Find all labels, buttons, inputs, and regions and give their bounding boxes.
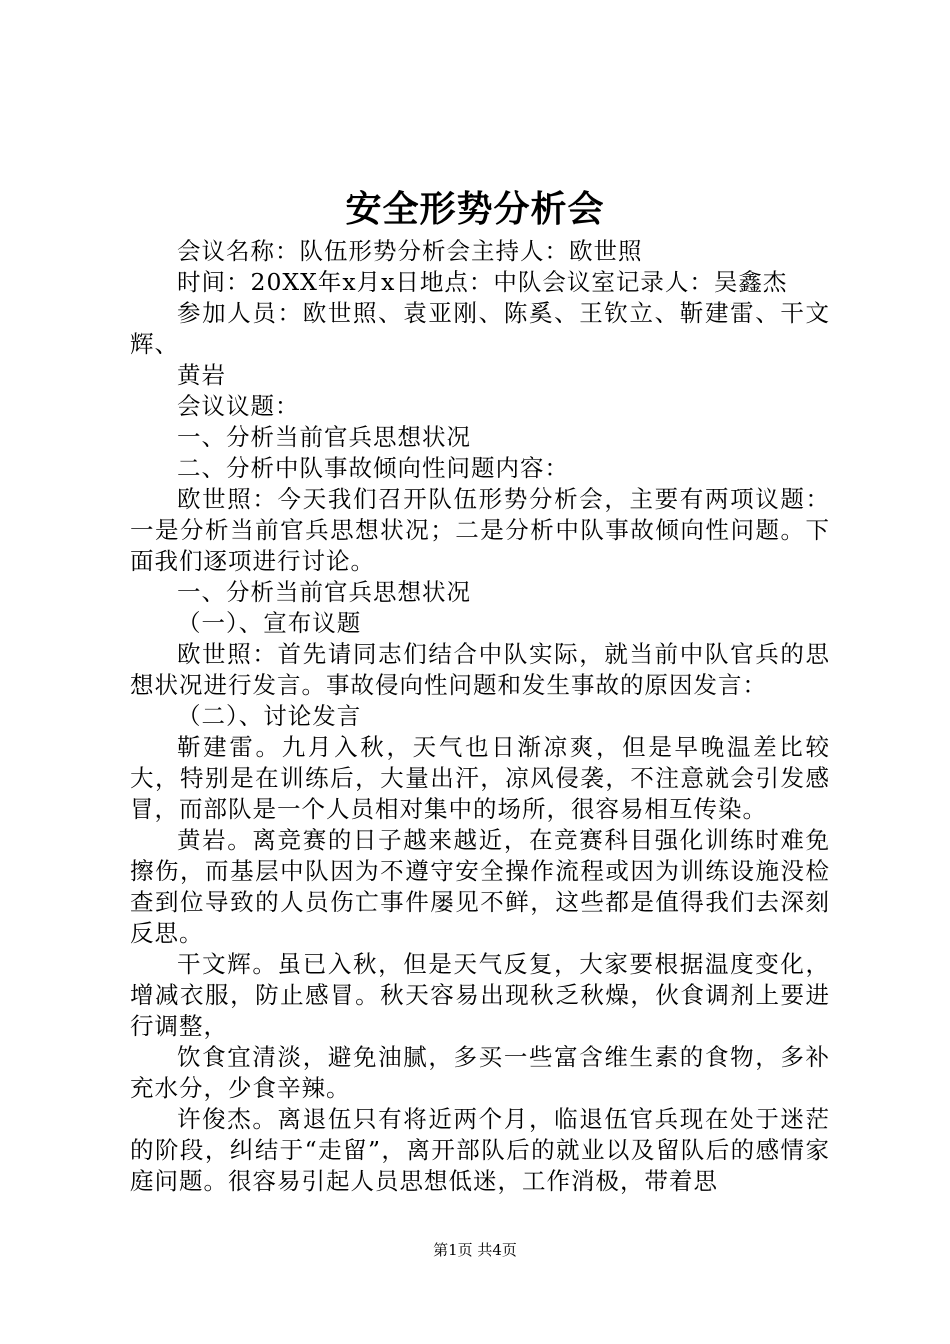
- paragraph-time-place: 时间：20XX年x月x日地点：中队会议室记录人：吴鑫杰: [177, 268, 788, 296]
- paragraph-diet-advice: 饮食宜清淡，避免油腻，多买一些富含维生素的食物，多补充水分，少食辛辣。: [130, 1043, 830, 1102]
- paragraph-agenda-item-2: 二、分析中队事故倾向性问题内容：: [177, 454, 569, 482]
- paragraph-attendees: 参加人员：欧世照、袁亚刚、陈奚、王钦立、靳建雷、干文辉、: [130, 299, 830, 358]
- paragraph-agenda-heading: 会议议题：: [177, 392, 300, 420]
- paragraph-speaker-jin: 靳建雷。九月入秋，天气也日渐凉爽，但是早晚温差比较大，特别是在训练后，大量出汗，凉风侵袭，不注意就会引发感冒，而部队是一个人员相对集中的场所，很容易相互传染。: [130, 733, 830, 823]
- paragraph-chair-request: 欧世照：首先请同志们结合中队实际，就当前中队官兵的思想状况进行发言。事故侵向性问题和发生事故的原因发言：: [130, 640, 830, 699]
- document-title: 安全形势分析会: [345, 188, 605, 230]
- paragraph-speaker-gan: 干文辉。虽已入秋，但是天气反复，大家要根据温度变化，增减衣服，防止感冒。秋天容易出现秋乏秋燥，伙食调剂上要进行调整，: [130, 950, 830, 1040]
- paragraph-subsection-2: （二）、讨论发言: [177, 702, 362, 730]
- paragraph-section-1-heading: 一、分析当前官兵思想状况: [177, 578, 471, 606]
- document-body: [130, 236, 830, 1197]
- page-footer: 第1页 共4页: [433, 1241, 517, 1259]
- paragraph-agenda-item-1: 一、分析当前官兵思想状况: [177, 423, 471, 451]
- paragraph-subsection-1: （一）、宣布议题: [177, 609, 362, 637]
- paragraph-meeting-name: 会议名称：队伍形势分析会主持人：欧世照: [177, 237, 643, 265]
- paragraph-opening-remarks: 欧世照：今天我们召开队伍形势分析会，主要有两项议题：一是分析当前官兵思想状况；二是分析中队事故倾向性问题。下面我们逐项进行讨论。: [130, 485, 830, 575]
- paragraph-speaker-xu: 许俊杰。离退伍只有将近两个月，临退伍官兵现在处于迷茫的阶段，纠结于“走留”，离开部队后的就业以及留队后的感情家庭问题。很容易引起人员思想低迷，工作消极，带着思: [130, 1105, 830, 1195]
- paragraph-attendees-continued: 黄岩: [177, 361, 226, 389]
- paragraph-speaker-huang: 黄岩。离竞赛的日子越来越近，在竞赛科目强化训练时难免擦伤，而基层中队因为不遵守安全操作流程或因为训练设施没检查到位导致的人员伤亡事件屡见不鲜，这些都是值得我们去深刻反思。: [130, 826, 830, 947]
